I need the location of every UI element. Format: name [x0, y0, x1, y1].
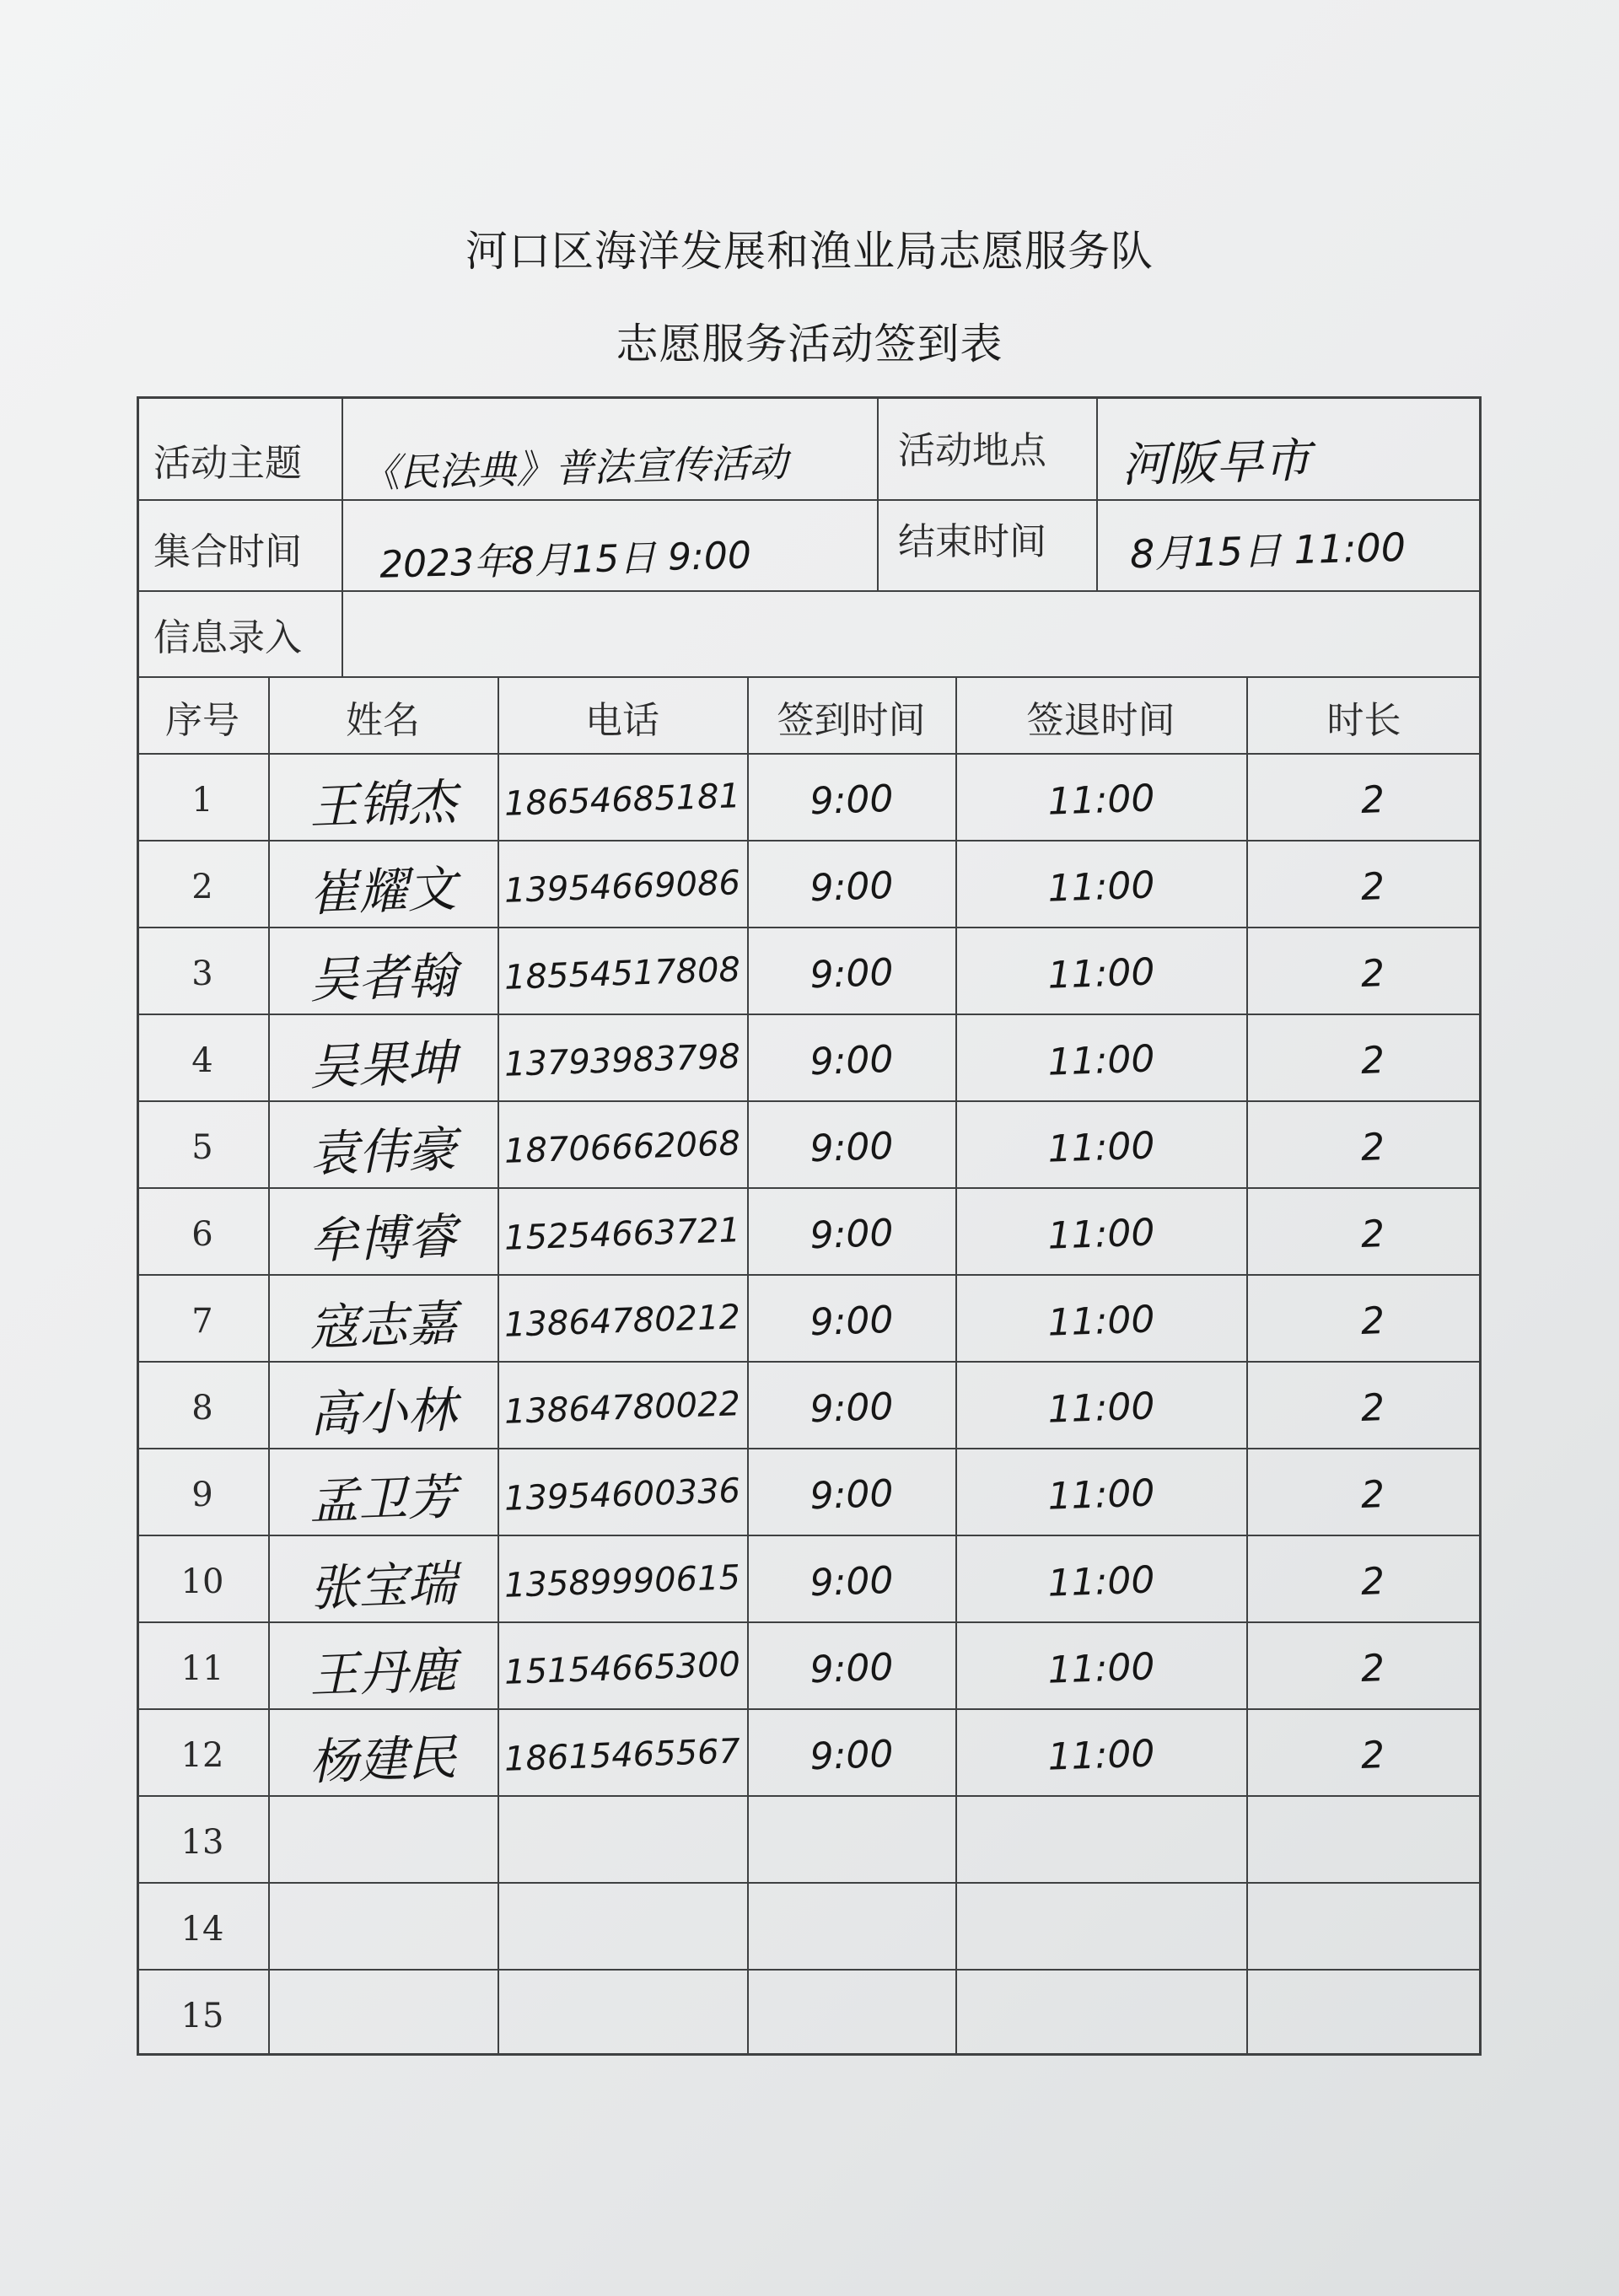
cell-checkout: 11:00 [1046, 1297, 1155, 1345]
cell-hours: 2 [1359, 1299, 1385, 1343]
row-number: 10 [180, 1562, 224, 1601]
cell-hours: 2 [1359, 864, 1385, 909]
column-divider [268, 676, 270, 2056]
row-divider [137, 1882, 1482, 1884]
cell-name: 杨建民 [309, 1728, 458, 1791]
row-number: 2 [191, 867, 213, 906]
column-header: 序号 [165, 699, 239, 742]
gather-time-label: 集合时间 [153, 530, 302, 573]
column-divider [1246, 676, 1248, 2056]
cell-checkin: 9:00 [809, 1732, 894, 1778]
row-number: 3 [191, 954, 213, 993]
row-number: 14 [180, 1909, 224, 1949]
column-header: 签到时间 [777, 699, 926, 742]
cell-hours: 2 [1359, 1733, 1385, 1777]
cell-phone: 13864780212 [503, 1297, 741, 1345]
cell-checkin: 9:00 [809, 863, 894, 910]
row-number: 6 [191, 1214, 213, 1254]
cell-phone: 18554517808 [503, 949, 741, 997]
column-header: 时长 [1326, 699, 1401, 742]
row-divider [137, 1274, 1482, 1276]
cell-phone: 18706662068 [503, 1123, 741, 1171]
cell-hours: 2 [1359, 1646, 1385, 1691]
cell-hours: 2 [1359, 1559, 1385, 1604]
row-divider [137, 1795, 1482, 1797]
row-number: 1 [191, 780, 213, 820]
theme-value: 《民法典》普法宣传活动 [360, 439, 788, 497]
cell-hours: 2 [1359, 1212, 1385, 1256]
document-title: 河口区海洋发展和渔业局志愿服务队 [465, 227, 1154, 276]
cell-checkout: 11:00 [1046, 776, 1155, 824]
cell-name: 吴果坤 [309, 1033, 458, 1096]
row-divider [137, 1448, 1482, 1449]
cell-hours: 2 [1359, 777, 1385, 822]
row-divider [137, 1621, 1482, 1623]
cell-checkout: 11:00 [1046, 1471, 1155, 1519]
cell-checkin: 9:00 [809, 1558, 894, 1605]
row-number: 4 [191, 1040, 213, 1080]
cell-checkin: 9:00 [809, 1471, 894, 1518]
cell-checkin: 9:00 [809, 1298, 894, 1344]
cell-name: 张宝瑞 [309, 1554, 458, 1617]
row-divider [137, 1535, 1482, 1536]
end-time-label: 结束时间 [898, 520, 1046, 563]
cell-checkout: 11:00 [1046, 1731, 1155, 1779]
cell-hours: 2 [1359, 1038, 1385, 1083]
row-number: 8 [191, 1388, 213, 1428]
location-label: 活动地点 [898, 429, 1046, 472]
info-col-divider [877, 396, 879, 590]
cell-checkout: 11:00 [1046, 1644, 1155, 1692]
cell-checkout: 11:00 [1046, 1210, 1155, 1258]
row-number: 7 [191, 1301, 213, 1341]
gather-time-value: 2023年8月15日 9:00 [379, 534, 752, 587]
cell-checkin: 9:00 [809, 950, 894, 997]
column-divider [747, 676, 749, 2056]
cell-name: 吴者翰 [309, 946, 458, 1009]
cell-phone: 15154665300 [503, 1644, 741, 1692]
cell-hours: 2 [1359, 1472, 1385, 1517]
cell-name: 孟卫芳 [309, 1467, 458, 1530]
cell-checkout: 11:00 [1046, 1384, 1155, 1432]
cell-name: 王锦杰 [309, 772, 458, 836]
row-divider [137, 1708, 1482, 1710]
row-divider [137, 1361, 1482, 1363]
row-divider [137, 927, 1482, 928]
cell-checkout: 11:00 [1046, 949, 1155, 997]
cell-name: 高小林 [309, 1380, 458, 1444]
info-entry-label: 信息录入 [153, 616, 302, 659]
info-col-divider [1096, 396, 1098, 590]
table-bottom-border [137, 2053, 1482, 2056]
cell-checkin: 9:00 [809, 1037, 894, 1083]
cell-name: 袁伟豪 [309, 1120, 458, 1183]
cell-phone: 13589990615 [503, 1557, 741, 1605]
row-divider [137, 1014, 1482, 1015]
cell-hours: 2 [1359, 951, 1385, 996]
cell-name: 寇志嘉 [309, 1293, 458, 1357]
row-number: 11 [180, 1648, 224, 1688]
theme-label: 活动主题 [153, 442, 302, 485]
row-number: 5 [191, 1127, 213, 1167]
cell-checkin: 9:00 [809, 777, 894, 823]
row-number: 9 [191, 1475, 213, 1514]
cell-checkin: 9:00 [809, 1124, 894, 1170]
cell-hours: 2 [1359, 1385, 1385, 1430]
document-subtitle: 志愿服务活动签到表 [616, 320, 1003, 368]
row-divider [137, 840, 1482, 842]
cell-phone: 13864780022 [503, 1384, 741, 1432]
row-divider [137, 1969, 1482, 1971]
table-top-border [137, 396, 1482, 399]
column-header: 姓名 [346, 699, 420, 742]
cell-checkout: 11:00 [1046, 1557, 1155, 1605]
cell-phone: 13793983798 [503, 1036, 741, 1084]
column-divider [498, 676, 499, 2056]
cell-phone: 15254663721 [503, 1210, 741, 1258]
row-divider [137, 1100, 1482, 1102]
row-number: 12 [180, 1735, 224, 1775]
info-divider [137, 499, 1482, 501]
cell-phone: 18615465567 [503, 1731, 741, 1779]
cell-checkout: 11:00 [1046, 1036, 1155, 1084]
location-value: 河阪早市 [1121, 433, 1311, 493]
cell-name: 牟博睿 [309, 1207, 458, 1270]
table-left-border [137, 396, 139, 2056]
column-header: 电话 [585, 699, 659, 742]
cell-checkin: 9:00 [809, 1385, 894, 1431]
cell-phone: 13954669086 [503, 863, 741, 911]
cell-checkout: 11:00 [1046, 1123, 1155, 1171]
column-divider [955, 676, 957, 2056]
info-divider [137, 590, 1482, 592]
cell-phone: 13954600336 [503, 1471, 741, 1519]
row-divider [137, 1187, 1482, 1189]
row-number: 13 [180, 1822, 224, 1862]
cell-checkin: 9:00 [809, 1645, 894, 1691]
cell-hours: 2 [1359, 1125, 1385, 1170]
cell-name: 王丹鹿 [309, 1641, 458, 1704]
cell-checkin: 9:00 [809, 1211, 894, 1257]
header-divider [137, 753, 1482, 755]
info-col-divider [342, 396, 343, 676]
row-number: 15 [180, 1996, 224, 2035]
column-header: 签退时间 [1026, 699, 1175, 742]
table-right-border [1479, 396, 1482, 2056]
info-divider [137, 676, 1482, 678]
cell-checkout: 11:00 [1046, 863, 1155, 911]
cell-name: 崔耀文 [309, 859, 458, 922]
cell-phone: 18654685181 [503, 776, 741, 824]
end-time-value: 8月15日 11:00 [1129, 524, 1407, 578]
